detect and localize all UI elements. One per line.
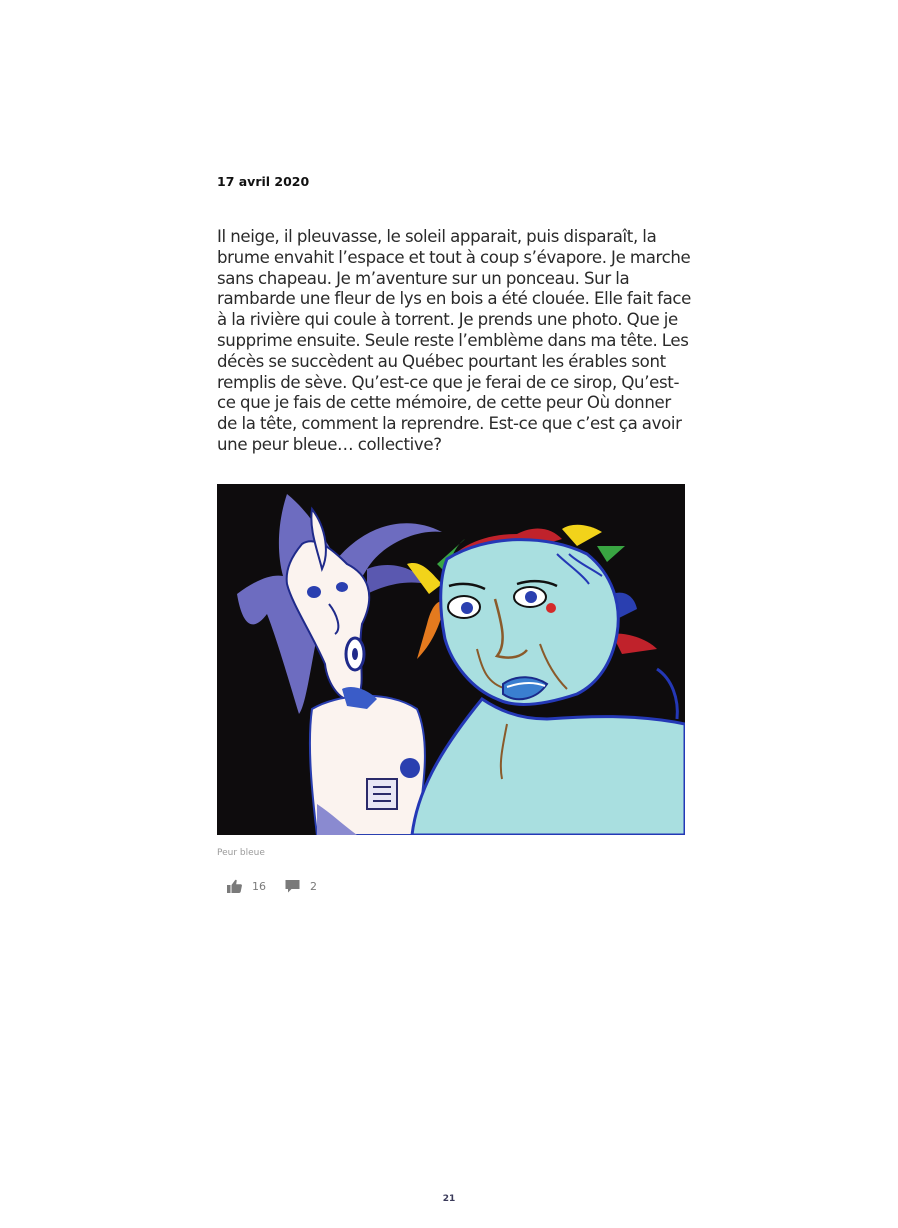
likes-stat[interactable]: [226, 878, 266, 895]
comments-stat[interactable]: [284, 878, 317, 895]
image-caption: Peur bleue: [217, 848, 265, 858]
thumbs-up-icon[interactable]: [226, 878, 243, 895]
post-stats: [226, 876, 317, 896]
comments-count: 2: [310, 879, 317, 893]
likes-count: 16: [252, 879, 266, 893]
page-number: 21: [442, 1194, 456, 1204]
post-body: Il neige, il pleuvasse, le soleil apparait, puis disparaît, la brume envahit l’espace et tout à coup s’évapore. Je marche sans chapeau. Je m’aventure sur un ponceau. Sur la rambarde une fleur de lys en bois a été clouée. Elle fait face à la rivière qui coule à torrent. Je prends une photo. Que je supprime ensuite. Seule reste l’emblème dans ma tête. Les décès se succèdent au Québec pourtant les érables sont remplis de sève. Qu’est-ce que je ferai de ce sirop, Qu’est-ce que je fais de cette mémoire, de cette peur Où donner de la tête, comment la reprendre. Est-ce que c’est ça avoir une peur bleue… collective?: [217, 227, 692, 454]
post-date: 17 avril 2020: [217, 174, 310, 189]
post-artwork: [217, 484, 685, 835]
speech-bubble-icon[interactable]: [284, 878, 301, 895]
